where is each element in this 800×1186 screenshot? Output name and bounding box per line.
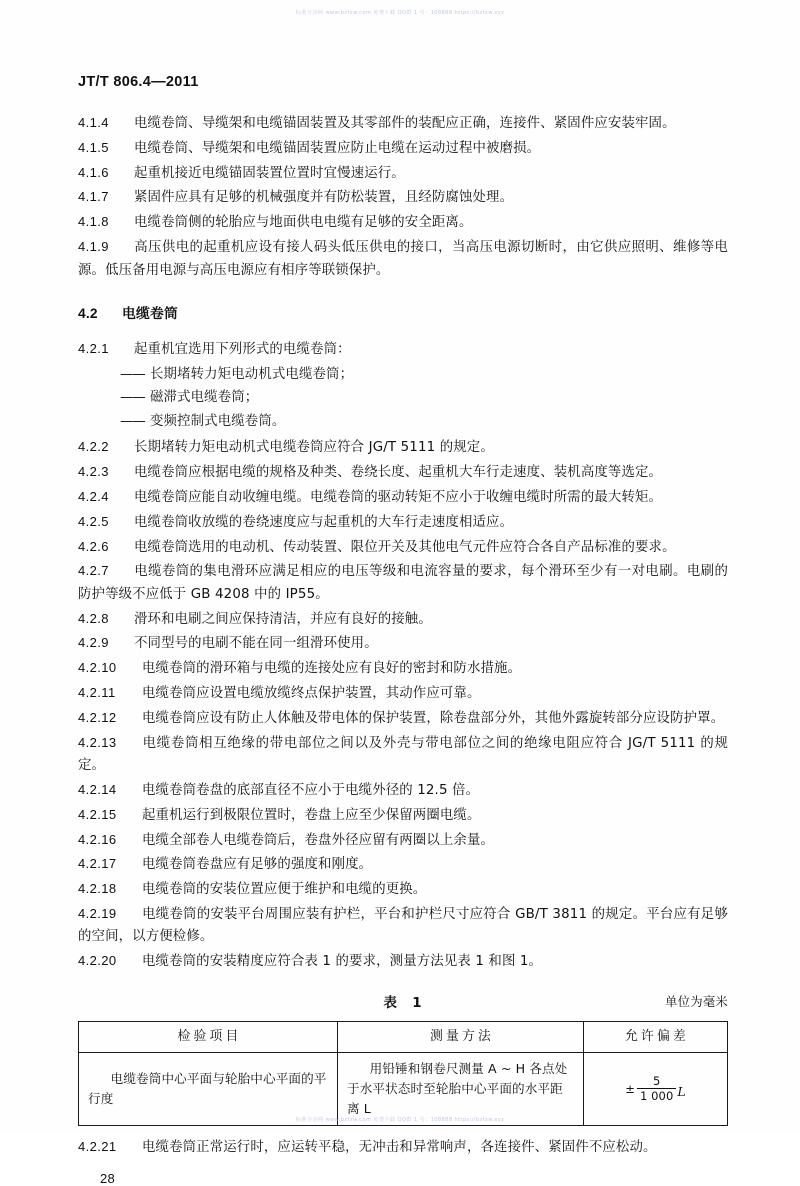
section-title: 电缆卷筒 [122, 306, 178, 323]
clause-text: 高压供电的起重机应设有接人码头低压供电的接口，当高压电源切断时，由它供应照明、维修等电源。低压备用电源与高压电源应有相序等联锁保护。 [78, 239, 728, 278]
clause-number: 4.2.4 [78, 488, 109, 504]
clause-text: 电缆卷筒应能自动收缠电缆。电缆卷筒的驱动转矩不应小于收缠电缆时所需的最大转矩。 [134, 489, 663, 505]
clause-number: 4.2.8 [78, 610, 109, 626]
standard-number-header: JT/T 806.4—2011 [78, 74, 199, 90]
cable-reel-type-list [78, 363, 728, 434]
list-item-label: 磁滞式电缆卷筒； [150, 390, 259, 406]
clause-text: 电缆卷筒、导缆架和电缆锚固装置及其零部件的装配应正确，连接件、紧固件应安装牢固。 [134, 116, 676, 131]
clause-number: 4.2.19 [78, 905, 117, 921]
clause-number: 4.1.4 [78, 115, 109, 130]
clause-text: 电缆全部卷人电缆卷筒后，卷盘外径应留有两圈以上余量。 [142, 832, 495, 848]
tolerance-fraction [625, 1075, 686, 1103]
table-row [79, 1052, 728, 1125]
table-caption: 表 1 [383, 995, 423, 1011]
clause-number: 4.2.20 [78, 953, 117, 969]
clause-4-2-21 [78, 1136, 728, 1160]
clause-group-4-1 [78, 112, 728, 282]
list-item-label: 长期堵转力矩电动机式电缆卷筒； [150, 366, 354, 382]
em-dash-icon: —— [120, 366, 145, 382]
table-cell-measurement-method: 用铅锤和钢卷尺测量 A ~ H 各点处于水平状态时至轮胎中心平面的水平距离 L [338, 1052, 584, 1125]
clause-number: 4.1.5 [78, 139, 109, 155]
clause-number: 4.2.13 [78, 734, 117, 750]
clause-number: 4.2.10 [78, 660, 117, 676]
clause-4-2-8 [78, 608, 728, 632]
clause-text: 起重机接近电缆锚固装置位置时宜慢速运行。 [134, 165, 405, 181]
table-header-measurement-method: 测量方法 [338, 1021, 584, 1052]
clause-4-2-12 [78, 707, 728, 731]
clause-number: 4.2.6 [78, 538, 109, 554]
clause-text: 不同型号的电刷不能在同一组滑环使用。 [134, 636, 378, 652]
em-dash-icon: —— [120, 390, 145, 406]
section-heading-4-2 [78, 302, 728, 322]
clause-text: 起重机宜选用下列形式的电缆卷筒： [134, 342, 351, 358]
clause-4-2-17 [78, 853, 728, 877]
plus-minus-sign: ± [625, 1081, 635, 1096]
page-number: 28 [100, 1171, 116, 1186]
watermark-top: 标准分享网 www.bzfxw.com 免费下载 QQ群 1 号：108888 https://bzfxw.xyz [295, 10, 505, 16]
clause-4-2-19 [78, 903, 728, 949]
clause-4-1-9 [78, 236, 728, 282]
clause-text: 电缆卷筒收放缆的卷绕速度应与起重机的大车行走速度相适应。 [134, 514, 514, 530]
fraction-variable: L [677, 1083, 686, 1099]
clause-4-2-15 [78, 804, 728, 828]
clause-number: 4.1.6 [78, 164, 109, 180]
list-item [78, 363, 728, 387]
table-caption-row [78, 992, 728, 1014]
clause-4-2-18 [78, 878, 728, 902]
clause-4-2-16 [78, 829, 728, 853]
clause-number: 4.2.15 [78, 806, 117, 822]
clause-text: 电缆卷筒、导缆架和电缆锚固装置应防止电缆在运动过程中被磨损。 [134, 140, 541, 156]
table-units-label: 单位为毫米 [665, 993, 728, 1009]
table-cell-inspection-item: 电缆卷筒中心平面与轮胎中心平面的平行度 [79, 1052, 338, 1125]
table-header-allowable-deviation: 允许偏差 [584, 1021, 728, 1052]
clause-4-2-3 [78, 461, 728, 485]
clause-number: 4.2.2 [78, 439, 109, 455]
table-header-row [79, 1021, 728, 1052]
clause-4-2-9 [78, 632, 728, 656]
clause-number: 4.2.14 [78, 781, 117, 797]
table-header-inspection-item: 检验项目 [79, 1021, 338, 1052]
clause-number: 4.2.1 [78, 341, 109, 357]
clause-number: 4.1.8 [78, 214, 109, 230]
clause-text: 紧固件应具有足够的机械强度并有防松装置，且经防腐蚀处理。 [134, 190, 514, 206]
clause-4-2-13 [78, 732, 728, 778]
list-item [78, 410, 728, 434]
clause-4-2-14 [78, 779, 728, 803]
clause-text: 电缆卷筒正常运行时，应运转平稳，无冲击和异常响声，各连接件、紧固件不应松动。 [142, 1139, 657, 1155]
clause-4-1-7 [78, 186, 728, 210]
fraction-denominator: 1 000 [639, 1089, 674, 1104]
clause-number: 4.2.11 [78, 685, 116, 700]
clause-number: 4.1.7 [78, 189, 109, 205]
clause-text: 电缆卷筒侧的轮胎应与地面供电电缆有足够的安全距离。 [134, 215, 473, 231]
clause-4-2-20 [78, 950, 728, 974]
clause-text: 电缆卷筒卷盘应有足够的强度和刚度。 [142, 857, 373, 873]
clause-4-2-6 [78, 536, 728, 560]
clause-4-2-7 [78, 560, 728, 606]
clause-4-1-5 [78, 137, 728, 161]
clause-number: 4.2.21 [78, 1138, 117, 1154]
clause-4-2-2 [78, 436, 728, 460]
clause-4-1-6 [78, 162, 728, 186]
list-item-label: 变频控制式电缆卷筒。 [150, 413, 286, 429]
clause-number: 4.2.3 [78, 464, 109, 480]
clause-group-4-2 [78, 436, 728, 973]
clause-text: 电缆卷筒的安装精度应符合表 1 的要求，测量方法见表 1 和图 1。 [142, 954, 543, 970]
clause-number: 4.2.16 [78, 831, 117, 847]
clause-4-2-11 [78, 682, 728, 706]
clause-4-2-1 [78, 338, 728, 362]
clause-text: 电缆卷筒的安装位置应便于维护和电缆的更换。 [142, 882, 427, 898]
clause-text: 长期堵转力矩电动机式电缆卷筒应符合 JG/T 5111 的规定。 [134, 440, 494, 456]
clause-number: 4.2.7 [78, 563, 109, 579]
clause-text: 电缆卷筒应设有防止人体触及带电体的保护装置，除卷盘部分外，其他外露旋转部分应设防护罩。 [142, 710, 725, 726]
clause-number: 4.2.17 [78, 856, 117, 872]
clause-text: 电缆卷筒应根据电缆的规格及种类、卷绕长度、起重机大车行走速度、装机高度等选定。 [134, 465, 663, 481]
clause-text: 电缆卷筒选用的电动机、传动装置、限位开关及其他电气元件应符合各自产品标准的要求。 [134, 539, 676, 555]
clause-text: 电缆卷筒的集电滑环应满足相应的电压等级和电流容量的要求，每个滑环至少有一对电刷。电刷的防护等级不应低于 GB 4208 中的 IP55。 [78, 564, 728, 602]
clause-number: 4.2.12 [78, 709, 117, 725]
clause-number: 4.2.5 [78, 513, 109, 529]
clause-text: 电缆卷筒卷盘的底部直径不应小于电缆外径的 12.5 倍。 [142, 782, 480, 798]
em-dash-icon: —— [120, 413, 145, 429]
fraction-stack [637, 1075, 676, 1103]
list-item [78, 386, 728, 410]
clause-number: 4.2.18 [78, 881, 117, 897]
clause-text: 电缆卷筒相互绝缘的带电部位之间以及外壳与带电部位之间的绝缘电阻应符合 JG/T 5111 的规定。 [78, 735, 728, 774]
clause-text: 滑环和电刷之间应保持清洁，并应有良好的接触。 [134, 611, 432, 627]
clause-text: 电缆卷筒的安装平台周围应装有护栏，平台和护栏尺寸应符合 GB/T 3811 的规定。平台应有足够的空间，以方便检修。 [78, 906, 728, 945]
installation-accuracy-table [78, 1021, 728, 1126]
clause-text: 电缆卷筒的滑环箱与电缆的连接处应有良好的密封和防水措施。 [142, 661, 522, 677]
page-content [78, 0, 728, 1186]
clause-4-1-4 [78, 112, 728, 136]
clause-4-2-5 [78, 511, 728, 535]
watermark-bottom: 标准分享网 www.bzfxw.com 免费下载 QQ群 1 号：108888 https://bzfxw.xyz [295, 1117, 505, 1123]
clause-number: 4.2.9 [78, 635, 109, 651]
clause-4-2-10 [78, 657, 728, 681]
clause-4-2-4 [78, 486, 728, 510]
table-cell-allowable-deviation [584, 1052, 728, 1125]
clause-number: 4.1.9 [78, 238, 109, 254]
fraction-numerator: 5 [652, 1073, 661, 1088]
clause-text: 电缆卷筒应设置电缆放缆终点保护装置，其动作应可靠。 [142, 686, 481, 701]
clause-text: 起重机运行到极限位置时，卷盘上应至少保留两圈电缆。 [142, 807, 481, 823]
section-number: 4.2 [78, 306, 98, 322]
clause-4-1-8 [78, 211, 728, 235]
